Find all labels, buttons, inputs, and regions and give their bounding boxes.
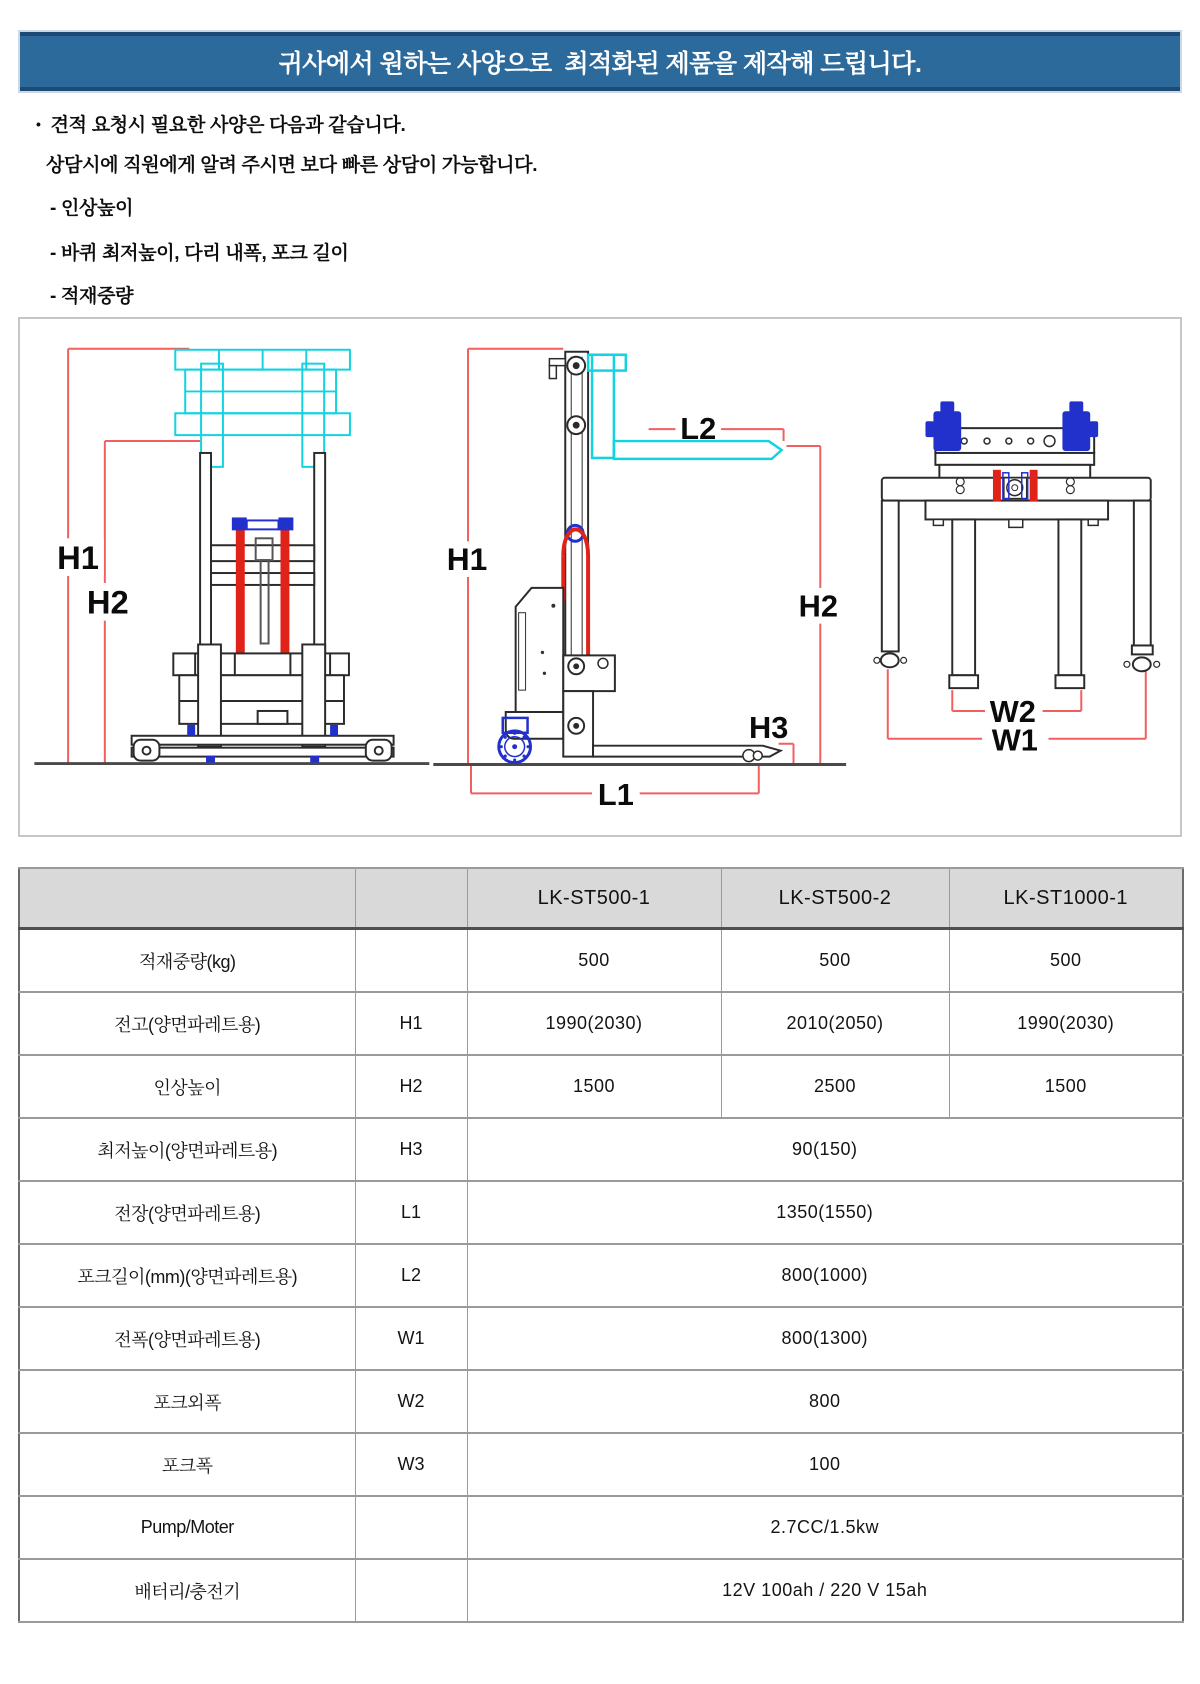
spec-label-cell: 적재중량(kg)	[19, 929, 355, 993]
spec-table-body	[19, 929, 1183, 1623]
spec-row	[19, 1496, 1183, 1559]
spec-label-cell: 포크외폭	[19, 1370, 355, 1433]
dim-code-cell	[355, 1496, 467, 1559]
value-cell: 1500	[467, 1055, 721, 1118]
spec-table	[18, 867, 1184, 1623]
empty-header-1	[355, 868, 467, 929]
intro-line-1	[36, 110, 405, 137]
value-cell: 2500	[721, 1055, 949, 1118]
intro-item-1: - 인상높이	[50, 198, 134, 219]
spec-label-cell: 포크길이(mm)(양면파레트용)	[19, 1244, 355, 1307]
spec-row	[19, 1370, 1183, 1433]
spec-row	[19, 1055, 1183, 1118]
value-cell: 800(1000)	[467, 1244, 1183, 1307]
spec-row	[19, 1559, 1183, 1622]
dim-code-cell: L1	[355, 1181, 467, 1244]
value-cell: 500	[721, 929, 949, 993]
spec-row	[19, 1244, 1183, 1307]
side-h3-label: H3	[749, 709, 789, 745]
spec-label-cell: 인상높이	[19, 1055, 355, 1118]
side-l2-label: L2	[680, 411, 717, 447]
page-title: 귀사에서 원하는 사양으로 최적화된 제품을 제작해 드립니다.	[278, 49, 922, 78]
value-cell: 500	[467, 929, 721, 993]
dim-code-cell	[355, 929, 467, 993]
value-cell: 90(150)	[467, 1118, 1183, 1181]
spec-table-head	[19, 868, 1183, 929]
spec-row	[19, 1433, 1183, 1496]
value-cell: 2010(2050)	[721, 992, 949, 1055]
intro-line-2: 상담시에 직원에게 알려 주시면 보다 빠른 상담이 가능합니다.	[46, 155, 538, 176]
spec-label-cell: 전폭(양면파레트용)	[19, 1307, 355, 1370]
dim-code-cell: W1	[355, 1307, 467, 1370]
intro-item-2: - 바퀴 최저높이, 다리 내폭, 포크 길이	[50, 243, 349, 264]
bullet-icon: •	[36, 116, 41, 132]
stacker-drawing	[20, 319, 1180, 835]
value-cell: 1350(1550)	[467, 1181, 1183, 1244]
side-h1-label: H1	[446, 541, 488, 578]
dim-code-cell: W3	[355, 1433, 467, 1496]
spec-label-cell: 포크폭	[19, 1433, 355, 1496]
dim-code-cell: H1	[355, 992, 467, 1055]
value-cell: 1990(2030)	[949, 992, 1183, 1055]
dim-code-cell: H3	[355, 1118, 467, 1181]
value-cell: 1500	[949, 1055, 1183, 1118]
value-cell: 12V 100ah / 220 V 15ah	[467, 1559, 1183, 1622]
spec-label-cell: 전고(양면파레트용)	[19, 992, 355, 1055]
dim-code-cell	[355, 1559, 467, 1622]
rear-w2-label: W2	[989, 693, 1036, 729]
spec-label-cell: 최저높이(양면파레트용)	[19, 1118, 355, 1181]
side-l1-label: L1	[597, 777, 634, 813]
spec-label-cell: 전장(양면파레트용)	[19, 1181, 355, 1244]
dim-code-cell: H2	[355, 1055, 467, 1118]
empty-header-0	[19, 868, 355, 929]
front-h1-label: H1	[57, 539, 99, 577]
model-header-lk-st500-2: LK-ST500-2	[721, 868, 949, 929]
spec-row	[19, 1307, 1183, 1370]
spec-row	[19, 1181, 1183, 1244]
value-cell: 100	[467, 1433, 1183, 1496]
spec-row	[19, 929, 1183, 993]
model-header-lk-st500-1: LK-ST500-1	[467, 868, 721, 929]
front-h2-label: H2	[86, 583, 129, 621]
rear-w1-label: W1	[991, 722, 1038, 758]
header-row	[19, 868, 1183, 929]
spec-label-cell: 배터리/충전기	[19, 1559, 355, 1622]
value-cell: 1990(2030)	[467, 992, 721, 1055]
dimension-diagram	[18, 317, 1182, 837]
rear-view-drawing	[874, 401, 1160, 757]
spec-row	[19, 992, 1183, 1055]
dim-code-cell: L2	[355, 1244, 467, 1307]
model-header-lk-st1000-1: LK-ST1000-1	[949, 868, 1183, 929]
title-banner	[18, 30, 1182, 93]
spec-row	[19, 1118, 1183, 1181]
spec-label-cell: Pump/Moter	[19, 1496, 355, 1559]
front-view-drawing	[34, 349, 429, 764]
spec-table-section	[18, 867, 1182, 1623]
dim-code-cell: W2	[355, 1370, 467, 1433]
side-view-drawing	[433, 349, 846, 812]
intro-item-3: - 적재중량	[50, 286, 134, 307]
value-cell: 800(1300)	[467, 1307, 1183, 1370]
value-cell: 2.7CC/1.5kw	[467, 1496, 1183, 1559]
side-h2-label: H2	[798, 588, 838, 624]
value-cell: 500	[949, 929, 1183, 993]
intro-line-1-text: 견적 요청시 필요한 사양은 다음과 같습니다.	[50, 115, 406, 136]
value-cell: 800	[467, 1370, 1183, 1433]
